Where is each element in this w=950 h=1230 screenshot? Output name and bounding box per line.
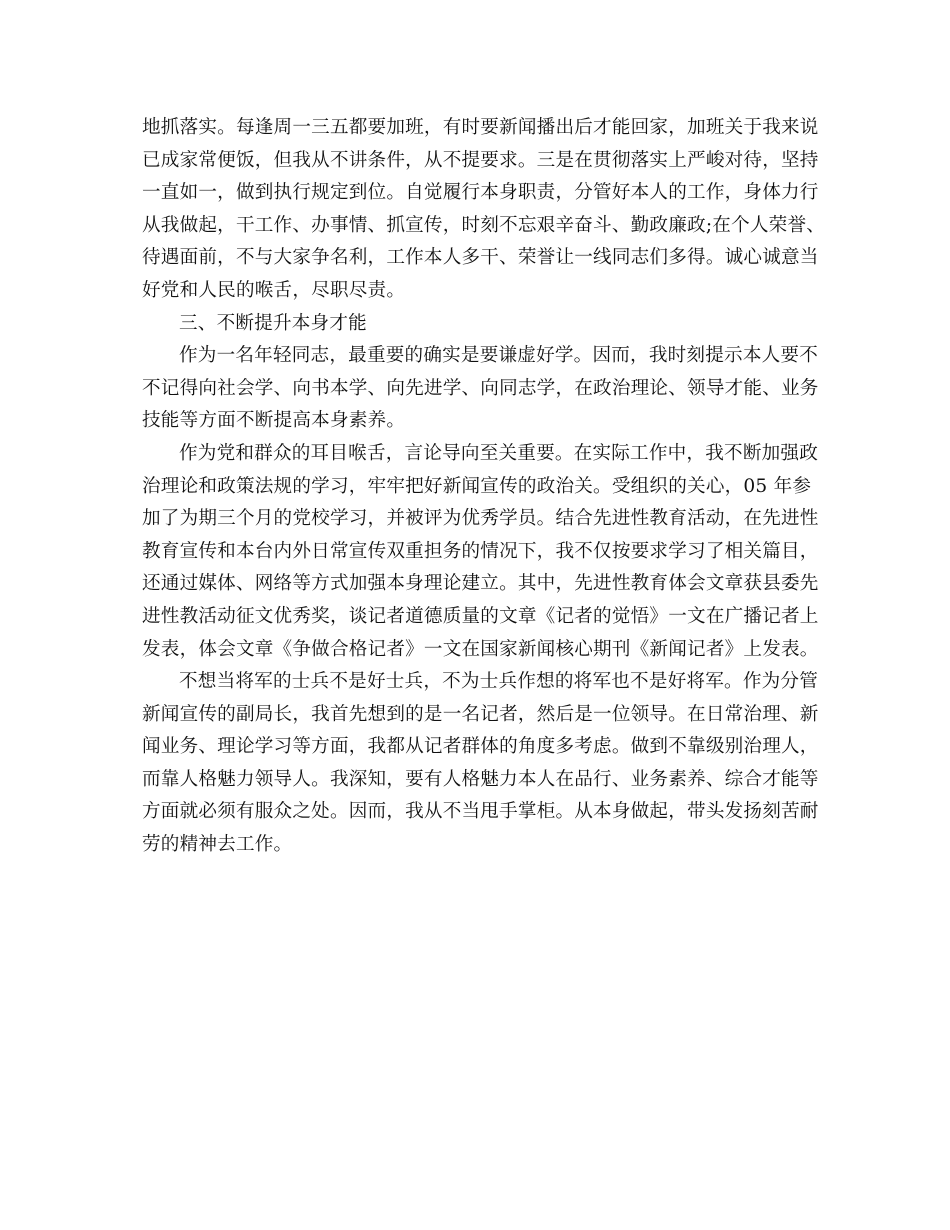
- paragraph-3: [142, 438, 819, 666]
- text-line: 不想当将军的士兵不是好士兵，不为士兵作想的将军也不是好将军。作为分管: [179, 671, 818, 693]
- text-line: 教育宣传和本台内外日常宣传双重担务的情况下，我不仅按要求学习了相关篇目，: [142, 540, 819, 562]
- text-line: 闻业务、理论学习等方面，我都从记者群体的角度多考虑。做到不靠级别治理人，: [142, 736, 819, 758]
- text-line: 待遇面前，不与大家争名利，工作本人多干、荣誉让一线同志们多得。诚心诚意当: [142, 247, 819, 269]
- text-line: 一直如一，做到执行规定到位。自觉履行本身职责，分管好本人的工作，身体力行: [142, 182, 819, 204]
- text-line: 作为党和群众的耳目喉舌，言论导向至关重要。在实际工作中，我不断加强政: [179, 442, 818, 464]
- text-line: 方面就必须有服众之处。因而，我从不当甩手掌柜。从本身做起，带头发扬刻苦耐: [142, 801, 819, 823]
- paragraph-2: [142, 340, 819, 438]
- text-line: 不记得向社会学、向书本学、向先进学、向同志学，在政治理论、领导才能、业务: [142, 377, 819, 399]
- text-line: 劳的精神去工作。: [142, 834, 293, 856]
- text-line: 地抓落实。每逢周一三五都要加班，有时要新闻播出后才能回家，加班关于我来说: [142, 117, 819, 138]
- text-line: 技能等方面不断提高本身素养。: [142, 410, 406, 432]
- text-line: 发表，体会文章《争做合格记者》一文在国家新闻核心期刊《新闻记者》上发表。: [142, 638, 819, 660]
- text-line: 从我做起，干工作、办事情、抓宣传，时刻不忘艰辛奋斗、勤政廉政;在个人荣誉、: [142, 214, 826, 236]
- text-line: 好党和人民的喉舌，尽职尽责。: [142, 279, 406, 301]
- document-body: [142, 112, 826, 862]
- section-heading: [142, 308, 814, 341]
- text-line: 而靠人格魅力领导人。我深知，要有人格魅力本人在品行、业务素养、综合才能等: [142, 768, 819, 790]
- paragraph-1: [142, 112, 826, 308]
- text-line: 进性教活动征文优秀奖，谈记者道德质量的文章《记者的觉悟》一文在广播记者上: [142, 605, 819, 627]
- text-line: 加了为期三个月的党校学习，并被评为优秀学员。结合先进性教育活动，在先进性: [142, 508, 819, 530]
- heading-line: 三、不断提升本身才能: [179, 312, 367, 334]
- text-line: 新闻宣传的副局长，我首先想到的是一名记者，然后是一位领导。在日常治理、新: [142, 703, 819, 725]
- paragraph-4: [142, 666, 819, 862]
- text-line: 已成家常便饭，但我从不讲条件，从不提要求。三是在贯彻落实上严峻对待，坚持: [142, 149, 819, 171]
- text-line: 作为一名年轻同志，最重要的确实是要谦虚好学。因而，我时刻提示本人要不: [179, 345, 818, 367]
- text-line: 还通过媒体、网络等方式加强本身理论建立。其中，先进性教育体会文章获县委先: [142, 573, 819, 595]
- text-line: 治理论和政策法规的学习，牢牢把好新闻宣传的政治关。受组织的关心，05 年参: [142, 475, 812, 497]
